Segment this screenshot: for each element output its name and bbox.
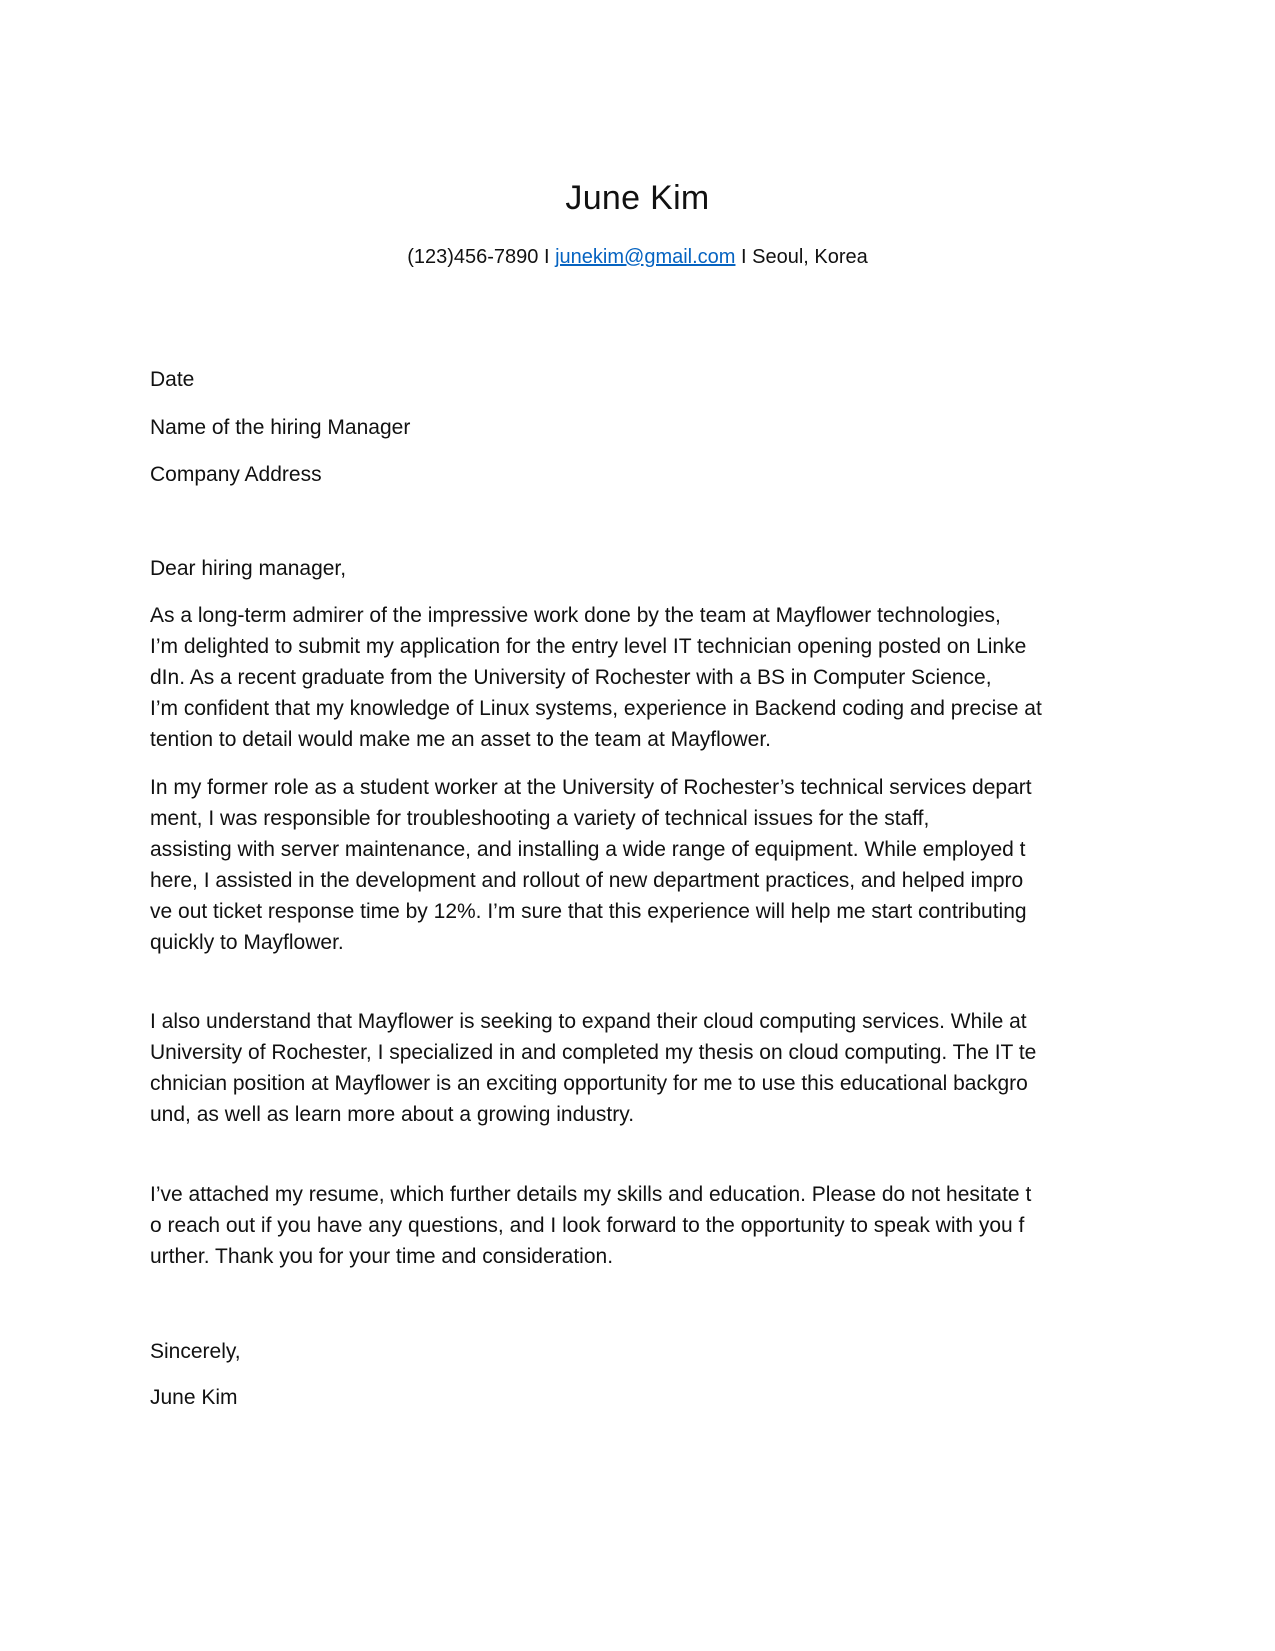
- paragraph-1-line: I’m delighted to submit my application for the entry level IT technician opening posted on Linke: [150, 635, 1027, 658]
- hiring-manager-line: Name of the hiring Manager: [150, 416, 411, 439]
- paragraph-3-line: University of Rochester, I specialized in and completed my thesis on cloud computing. The IT te: [150, 1041, 1037, 1064]
- paragraph-2-line: here, I assisted in the development and rollout of new department practices, and helped impro: [150, 869, 1024, 892]
- location: Seoul, Korea: [752, 246, 868, 268]
- paragraph-2-line: ve out ticket response time by 12%. I’m sure that this experience will help me start contributing: [150, 900, 1027, 923]
- paragraph-4-line: I’ve attached my resume, which further details my skills and education. Please do not hesitate t: [150, 1183, 1032, 1206]
- paragraph-1-line: dIn. As a recent graduate from the University of Rochester with a BS in Computer Science,: [150, 666, 992, 689]
- separator: I: [543, 246, 550, 268]
- paragraph-1-line: tention to detail would make me an asset to the team at Mayflower.: [150, 728, 771, 751]
- paragraph-3-line: chnician position at Mayflower is an exciting opportunity for me to use this educational backgro: [150, 1072, 1028, 1095]
- signature-name: June Kim: [150, 1386, 238, 1409]
- paragraph-2-line: In my former role as a student worker at the University of Rochester’s technical services depart: [150, 776, 1032, 799]
- contact-line: [0, 244, 1275, 270]
- salutation: Dear hiring manager,: [150, 557, 347, 580]
- phone-number: (123)456-7890: [407, 246, 539, 268]
- paragraph-4-line: o reach out if you have any questions, and I look forward to the opportunity to speak with you f: [150, 1214, 1025, 1237]
- separator: I: [741, 246, 747, 268]
- applicant-name: June Kim: [565, 179, 710, 217]
- paragraph-1-line: I’m confident that my knowledge of Linux systems, experience in Backend coding and precise at: [150, 697, 1042, 720]
- paragraph-2-line: assisting with server maintenance, and installing a wide range of equipment. While employed t: [150, 838, 1026, 861]
- paragraph-4-line: urther. Thank you for your time and consideration.: [150, 1245, 614, 1268]
- company-address-line: Company Address: [150, 463, 322, 486]
- paragraph-2-line: ment, I was responsible for troubleshooting a variety of technical issues for the staff,: [150, 807, 930, 830]
- paragraph-3-line: I also understand that Mayflower is seeking to expand their cloud computing services. While at: [150, 1010, 1027, 1033]
- valediction: Sincerely,: [150, 1340, 241, 1363]
- email-link[interactable]: junekim@gmail.com: [555, 246, 736, 268]
- date-line: Date: [150, 368, 195, 391]
- paragraph-2-line: quickly to Mayflower.: [150, 931, 344, 954]
- paragraph-3-line: und, as well as learn more about a growing industry.: [150, 1103, 635, 1126]
- paragraph-1-line: As a long-term admirer of the impressive work done by the team at Mayflower technologies,: [150, 604, 1001, 627]
